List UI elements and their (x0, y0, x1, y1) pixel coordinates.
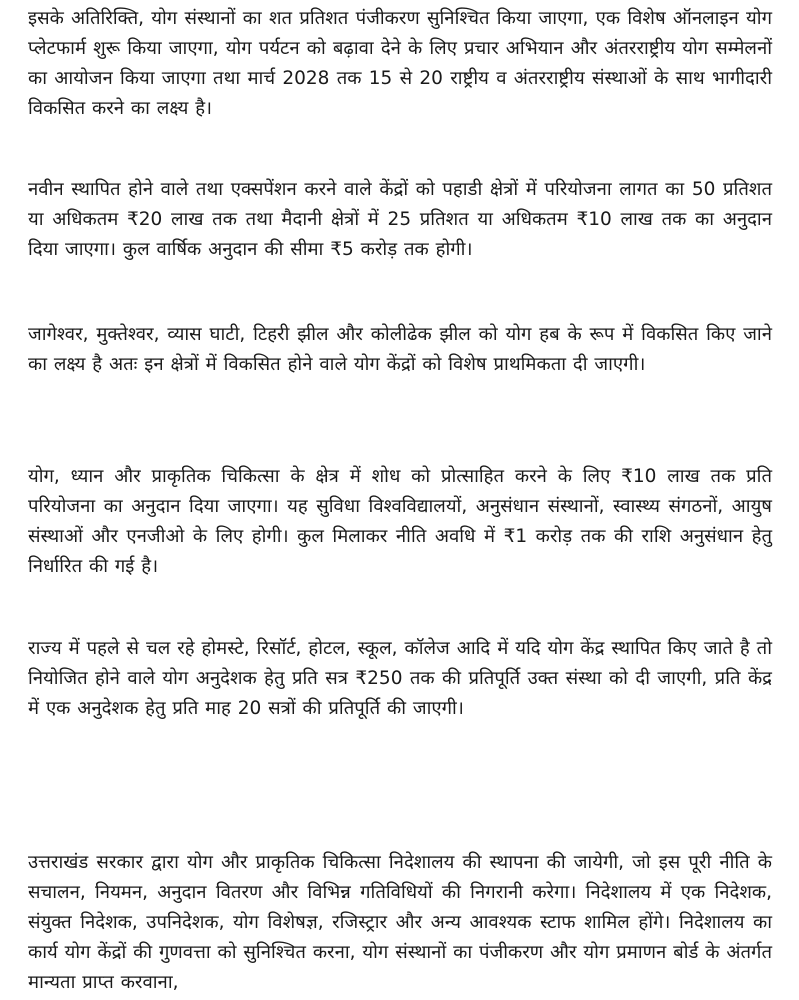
paragraph-research-grants: योग, ध्यान और प्राकृतिक चिकित्सा के क्षेत्र में शोध को प्रोत्साहित करने के लिए ₹10 लाख तक प्रति परियोजना का अनुदान दिया जाएगा। यह सुविधा विश्वविद्यालयों, अनुसंधान संस्थानों, स्वास्थ्य संगठनों, आयुष संस्थाओं और एनजीओ के लिए होगी। कुल मिलाकर नीति अवधि में ₹1 करोड़ तक की राशि अनुसंधान हेतु निर्धारित की गई है। (28, 466, 772, 577)
paragraph-institution-registration: इसके अतिरिक्ति, योग संस्थानों का शत प्रतिशत पंजीकरण सुनिश्चित किया जाएगा, एक विशेष ऑनलाइन योग प्लेटफार्म शुरू किया जाएगा, योग पर्यटन को बढ़ावा देने के लिए प्रचार अभियान और अंतरराष्ट्रीय योग सम्मेलनों का आयोजन किया जाएगा तथा मार्च 2028 तक 15 से 20 राष्ट्रीय व अंतरराष्ट्रीय संस्थाओं के साथ भागीदारी विकसित करने का लक्ष्य है। (28, 8, 772, 119)
paragraph-yoga-hubs: जागेश्वर, मुक्तेश्वर, व्यास घाटी, टिहरी झील और कोलीढेक झील को योग हब के रूप में विकसित किए जाने का लक्ष्य है अतः इन क्षेत्रों में विकसित होने वाले योग केंद्रों को विशेष प्राथमिकता दी जाएगी। (28, 324, 772, 375)
paragraph-center-grants: नवीन स्थापित होने वाले तथा एक्सपेंशन करने वाले केंद्रों को पहाडी क्षेत्रों में परियोजना लागत का 50 प्रतिशत या अधिकतम ₹20 लाख तक तथा मैदानी क्षेत्रों में 25 प्रतिशत या अधिकतम ₹10 लाख तक का अनुदान दिया जाएगा। कुल वार्षिक अनुदान की सीमा ₹5 करोड़ तक होगी। (28, 179, 772, 260)
paragraph-directorate: उत्तराखंड सरकार द्वारा योग और प्राकृतिक चिकित्सा निदेशालय की स्थापना की जायेगी, जो इस पूरी नीति के सचालन, नियमन, अनुदान वितरण और विभिन्न गतिविधियों की निगरानी करेगा। निदेशालय में एक निदेशक, संयुक्त निदेशक, उपनिदेशक, योग विशेषज्ञ, रजिस्ट्रार और अन्य आवश्यक स्टाफ शामिल होंगे। निदेशालय का कार्य योग केंद्रों की गुणवत्ता को सुनिश्चित करना, योग संस्थानों का पंजीकरण और योग प्रमाणन बोर्ड के अंतर्गत मान्यता प्राप्त करवाना, (28, 852, 773, 993)
paragraph-instructor-reimbursement: राज्य में पहले से चल रहे होमस्टे, रिसॉर्ट, होटल, स्कूल, कॉलेज आदि में यदि योग केंद्र स्थापित किए जाते है तो नियोजित होने वाले योग अनुदेशक हेतु प्रति सत्र ₹250 तक की प्रतिपूर्ति उक्त संस्था को दी जाएगी, प्रति केंद्र में एक अनुदेशक हेतु प्रति माह 20 सत्रों की प्रतिपूर्ति की जाएगी। (28, 638, 772, 719)
